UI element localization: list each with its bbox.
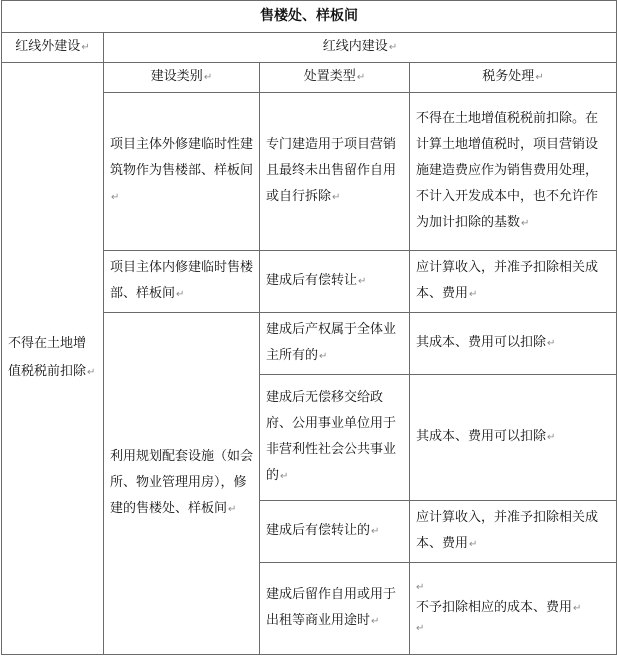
disposal-cell: 建成后有偿转让的↵	[260, 501, 410, 563]
header-outside: 红线外建设↵	[2, 33, 104, 63]
table-title: 售楼处、样板间	[2, 1, 617, 33]
category-cell: 利用规划配套设施（如会所、物业管理用房），修建的售楼处、样板间↵	[104, 313, 260, 655]
tax-cell: 其成本、费用可以扣除↵	[410, 375, 617, 501]
disposal-cell: 专门建造用于项目营销且最终未出售留作自用或自行拆除↵	[260, 93, 410, 251]
tax-cell: 其成本、费用可以扣除↵	[410, 313, 617, 375]
tax-cell: 应计算收入，并准予扣除相关成本、费用↵	[410, 251, 617, 313]
header-inside: 红线内建设↵	[104, 33, 617, 63]
column-header-category: 建设类别↵	[104, 63, 260, 93]
disposal-cell: 建成后留作自用或用于出租等商业用途时↵	[260, 563, 410, 655]
tax-cell: 不得在土地增值税税前扣除。在计算土地增值税时，项目营销设施建造费应作为销售费用处理，不计入开发成本中，也不允许作为加计扣除的基数↵	[410, 93, 617, 251]
disposal-cell: 建成后有偿转让↵	[260, 251, 410, 313]
tax-cell: 应计算收入，并准予扣除相关成本、费用↵	[410, 501, 617, 563]
tax-cell: ↵ 不予扣除相应的成本、费用↵ ↵	[410, 563, 617, 655]
column-header-tax: 税务处理↵	[410, 63, 617, 93]
disposal-cell: 建成后无偿移交给政府、公用事业单位用于非营利性社会公共事业的↵	[260, 375, 410, 501]
category-cell: 项目主体内修建临时售楼部、样板间↵	[104, 251, 260, 313]
column-header-disposal: 处置类型↵	[260, 63, 410, 93]
outside-rule-cell: 不得在土地增值税税前扣除↵	[2, 63, 104, 655]
category-cell: 项目主体外修建临时性建筑物作为售楼部、样板间↵	[104, 93, 260, 251]
tax-treatment-table	[1, 0, 617, 655]
disposal-cell: 建成后产权属于全体业主所有的↵	[260, 313, 410, 375]
